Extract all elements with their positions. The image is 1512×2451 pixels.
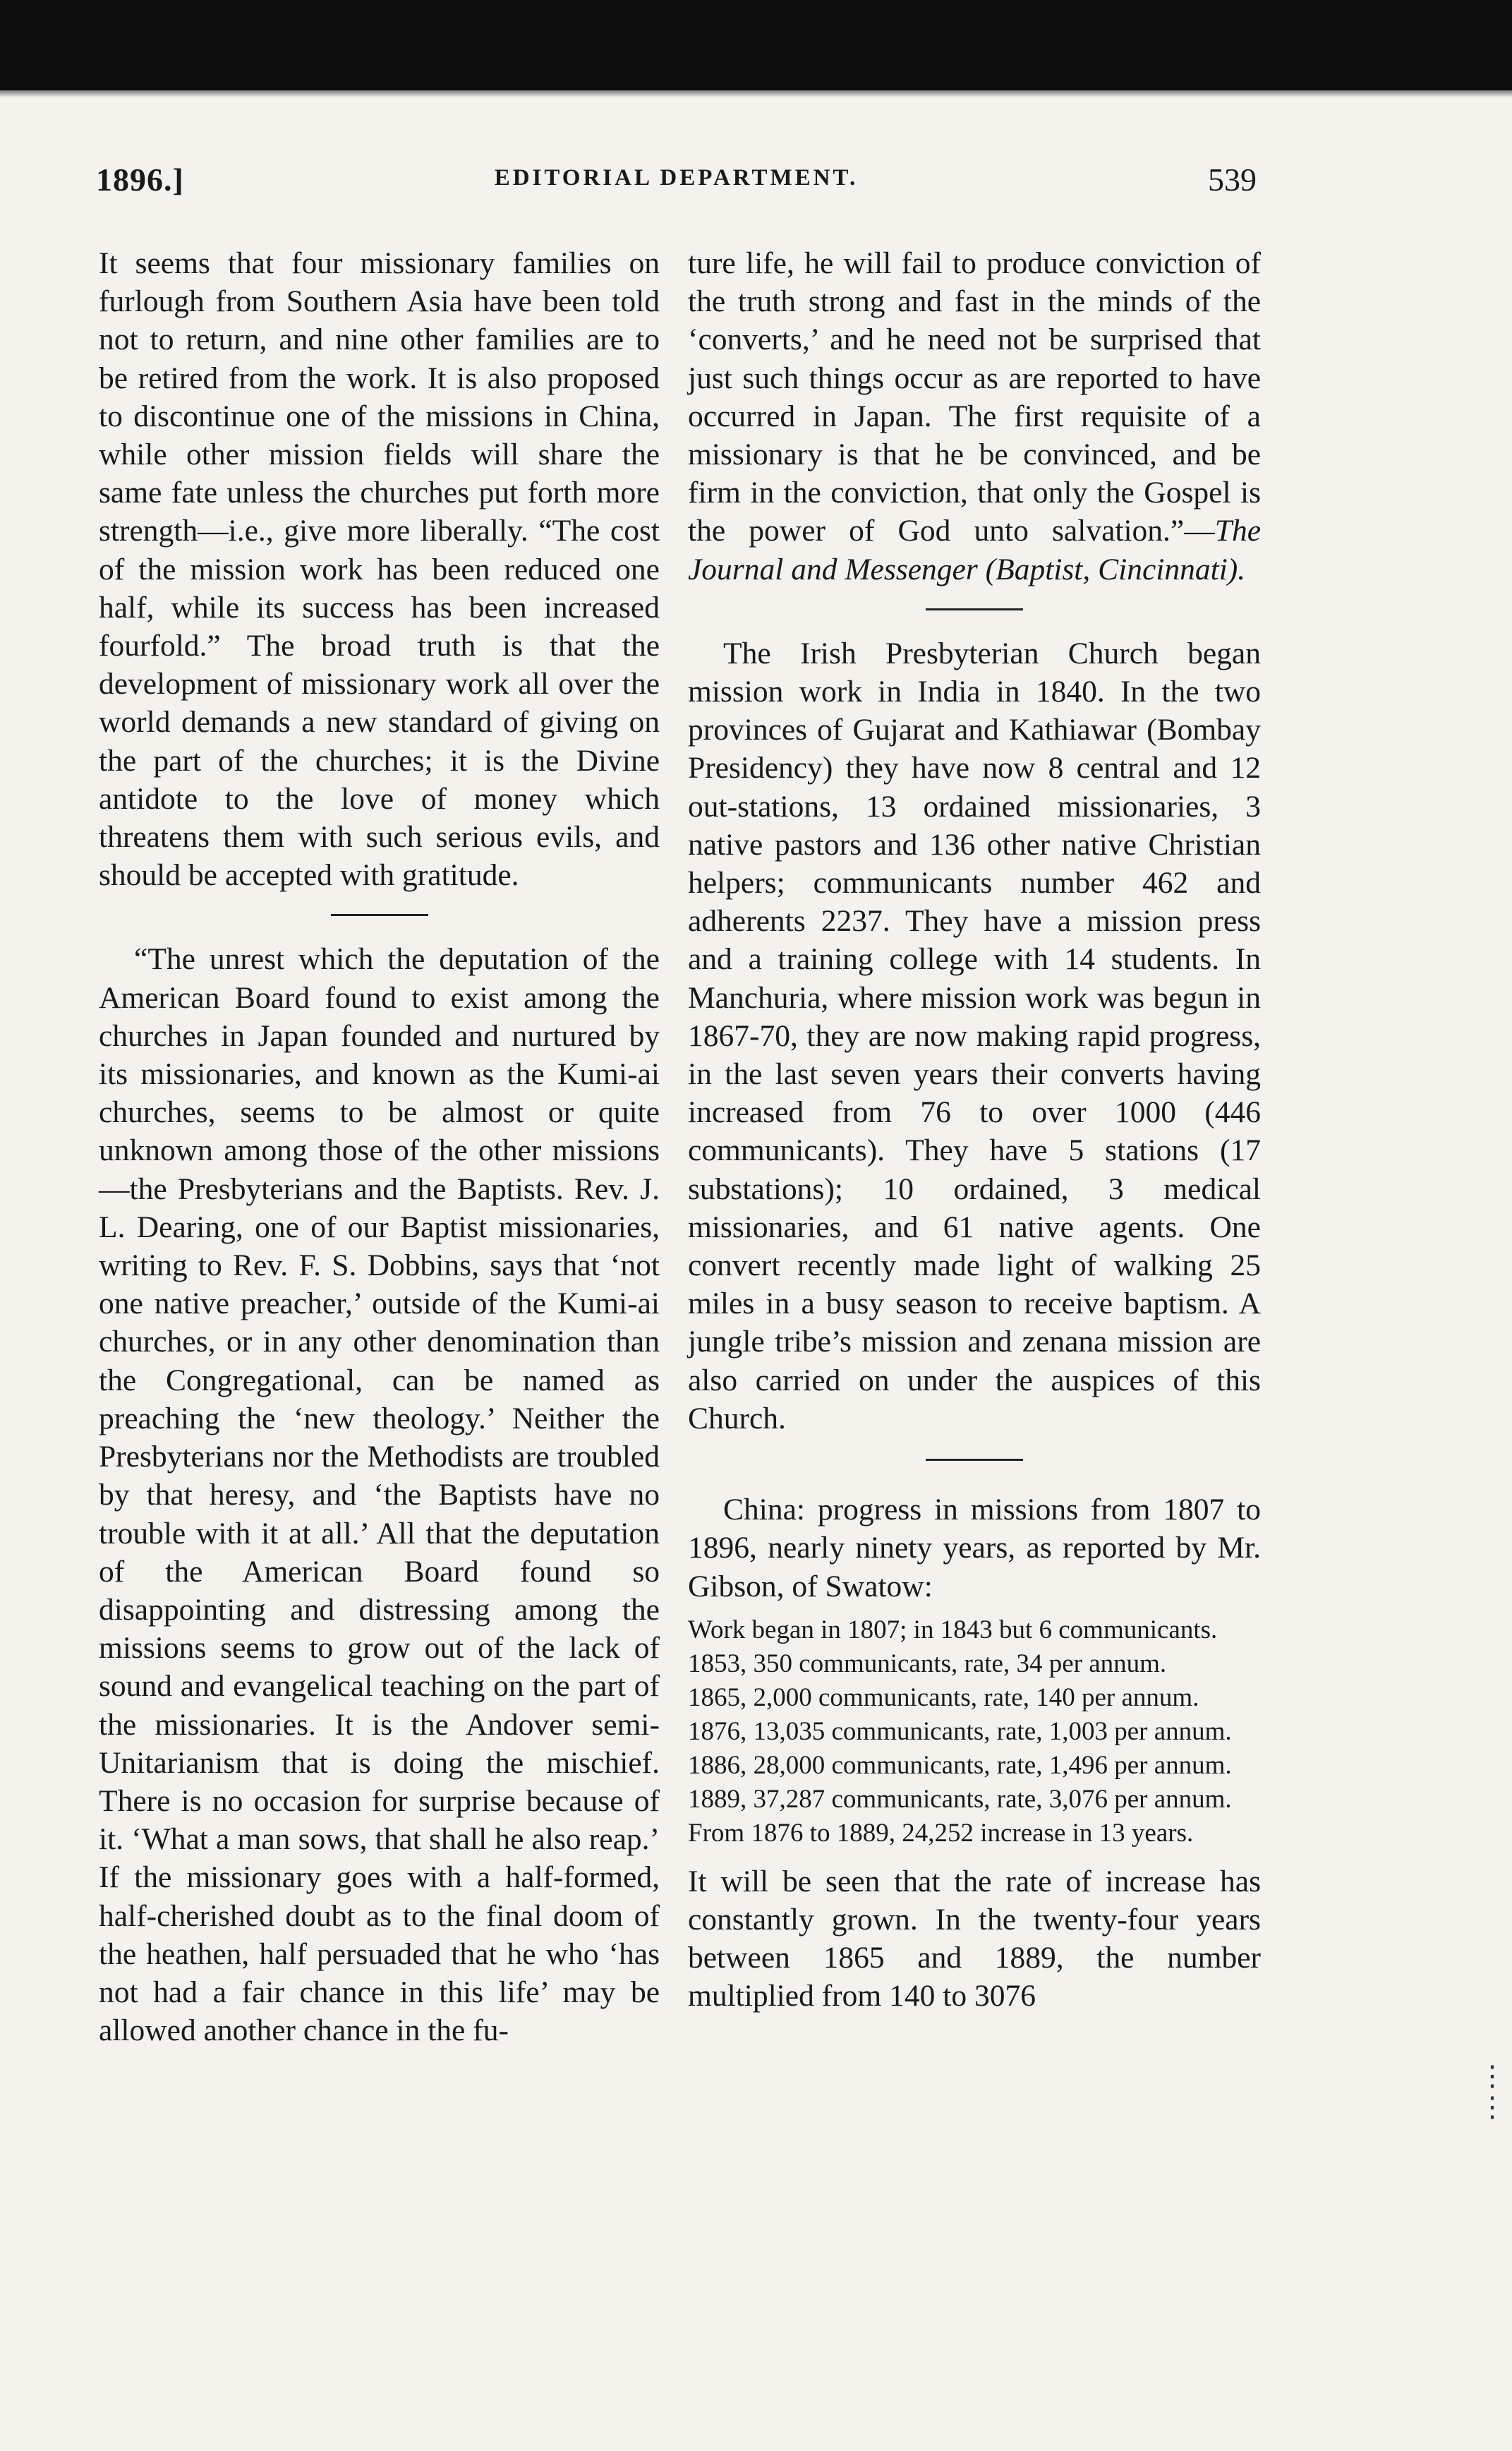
paragraph-american-board: “The unrest which the deputation of the American Board found to exist among the churches in Japan founded and nurtured by its missionaries, and known as the Kumi-ai churches, seems to be almost or quite unknown among those of the other missions—the Presbyterians and the Baptists. Rev. J. L. Dearing, one of our Baptist missionaries, writing to Rev. F. S. Dobbins, says that ‘not one native preacher,’ outside of the Kumi-ai churches, or in any other denomination than the Congregational, can be named as preaching the ‘new theology.’ Neither the Presbyterians nor the Methodists are troubled by that heresy, and ‘the Baptists have no trouble with it at all.’ All that the deputation of the American Board found so disappointing and distressing among the missions seems to grow out of the lack of sound and evangelical teaching on the part of the missionaries. It is the Andover semi-Unitarianism that is doing the mischief. There is no occasion for surprise because of it. ‘What a man sows, that shall he also reap.’ If the missionary goes with a half-formed, half-cherished doubt as to the final doom of the heathen, half persuaded that he who ‘has not had a fair chance in this life’ may be allowed another chance in the fu- (99, 942, 660, 2048)
statistic-item: 1886, 28,000 communicants, rate, 1,496 per annum. (688, 1750, 1232, 1780)
section-divider (926, 1459, 1023, 1461)
continuation-text: ture life, he will fail to produce conviction of the truth strong and fast in the minds of the ‘converts,’ and he need not be surprised that just such things occur as are reported to have occurred in Japan. The first requisite of a missionary is that he be convinced, and be firm in the conviction, that only the Gospel is the power of God unto salvation.”— (688, 246, 1261, 548)
paragraph-continuation (688, 244, 1261, 589)
statistic-item: 1853, 350 communicants, rate, 34 per annum. (688, 1649, 1167, 1678)
statistic-item: 1865, 2,000 communicants, rate, 140 per annum. (688, 1682, 1199, 1712)
right-column (688, 244, 1261, 2016)
header-year: 1896.] (96, 162, 184, 198)
statistics-list (688, 1615, 1261, 1848)
paragraph-china-progress: China: progress in missions from 1807 to 1896, nearly ninety years, as reported by Mr. Gibson, of Swatow: (688, 1493, 1261, 1603)
statistic-item: 1876, 13,035 communicants, rate, 1,003 per annum. (688, 1716, 1232, 1746)
statistic-item: Work began in 1807; in 1843 but 6 communicants. (688, 1615, 1218, 1644)
statistic-item: 1889, 37,287 communicants, rate, 3,076 per annum. (688, 1784, 1232, 1814)
section-divider (926, 608, 1023, 610)
section-divider (331, 914, 428, 916)
paragraph-rate-increase: It will be seen that the rate of increase has constantly grown. In the twenty-four years between 1865 and 1889, the number multiplied from 140 to 3076 (688, 1864, 1261, 2013)
left-column (99, 244, 660, 2049)
margin-ink-marks: ⋮ ⋮ (1478, 2060, 1506, 2123)
scan-border (0, 0, 1512, 90)
running-header (96, 161, 1257, 210)
page-number: 539 (1208, 162, 1257, 198)
header-title: EDITORIAL DEPARTMENT. (494, 165, 859, 191)
paragraph-irish-presbyterian: The Irish Presbyterian Church began mission work in India in 1840. In the two provinces of Gujarat and Kathiawar (Bombay Presidency) they have now 8 central and 12 out-stations, 13 ordained missionaries, 3 native pastors and 136 other native Christian helpers; communicants number 462 and adherents 2237. They have a mission press and a training college with 14 students. In Manchuria, where mission work was begun in 1867-70, they are now making rapid progress, in the last seven years their converts having increased from 76 to over 1000 (446 communicants). They have 5 stations (17 substations); 10 ordained, 3 medical missionaries, and 61 native agents. One convert recently made light of walking 25 miles in a busy season to receive baptism. A jungle tribe’s mission and zenana mission are also carried on under the auspices of this Church. (688, 636, 1261, 1435)
paragraph-furlough: It seems that four missionary families on furlough from Southern Asia have been told not to return, and nine other families are to be retired from the work. It is also proposed to discontinue one of the missions in China, while other mission fields will share the same fate unless the churches put forth more strength—i.e., give more liberally. “The cost of the mission work has been reduced one half, while its success has been increased fourfold.” The broad truth is that the development of missionary work all over the world demands a new standard of giving on the part of the churches; it is the Divine antidote to the love of money which threatens them with such serious evils, and should be accepted with gratitude. (99, 246, 660, 893)
statistic-item: From 1876 to 1889, 24,252 increase in 13 years. (688, 1818, 1194, 1848)
source-citation: The Journal and Messenger (Baptist, Cincinnati). (688, 514, 1261, 586)
